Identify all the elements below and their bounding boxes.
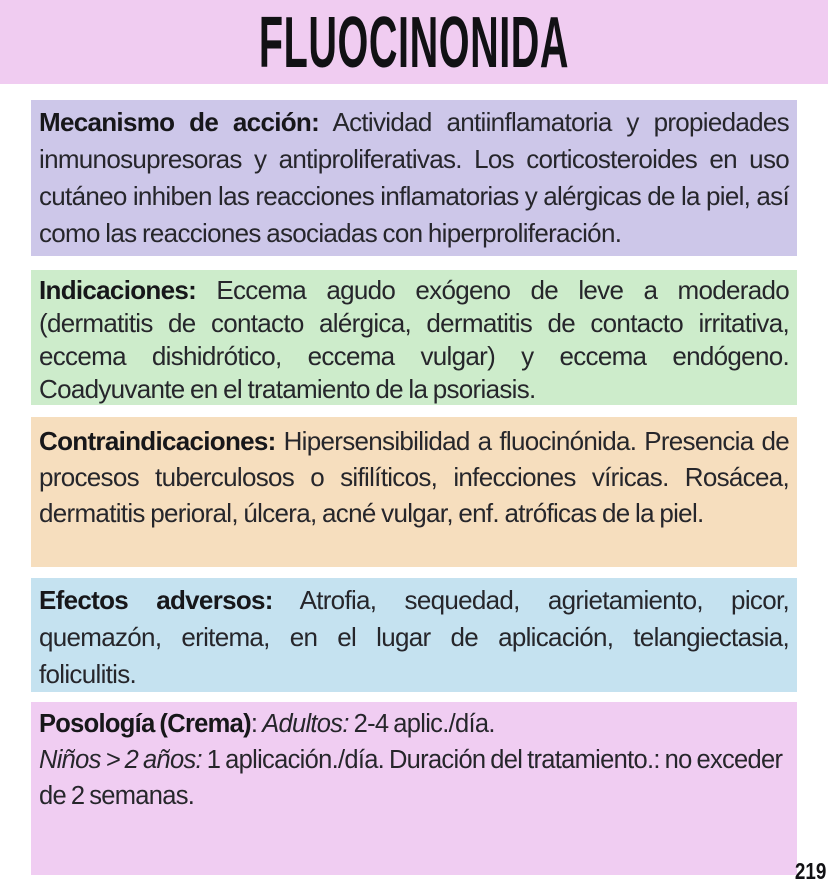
posologia-adults-label: Adultos: [262,710,349,738]
section-efectos-adversos-text: Atrofia, sequedad, agrietamiento, picor, quemazón, eritema, en el lugar de aplicación, telangiectasia, foliculitis. [39,585,790,689]
section-indicaciones-paragraph [39,274,789,406]
section-efectos-adversos-label: Efectos adversos: [39,585,273,615]
section-contraindicaciones-paragraph [39,421,789,531]
page-title: FLUOCINONIDA [258,3,570,83]
section-mecanismo-paragraph [39,104,789,252]
title-banner [0,0,828,84]
page-number: 219 [794,858,826,884]
posologia-children-label: Niños > 2 años: [39,746,202,774]
section-posologia-paragraph [39,706,789,814]
section-indicaciones [31,270,797,405]
posologia-children-text: 1 aplicación./día. Duración del tratamiento.: no exceder de 2 semanas. [39,746,783,810]
section-posologia-label: Posología (Crema) [39,710,251,738]
section-posologia [31,702,797,875]
section-indicaciones-label: Indicaciones: [39,275,197,305]
section-contraindicaciones-label: Contraindicaciones: [39,426,276,456]
section-mecanismo-text: Actividad antiinflamatoria y propiedades inmunosupresoras y antiproliferativas. Los corticosteroides en uso cutáneo inhiben las reacciones inflamatorias y alérgicas de la piel, así como las reacciones asociadas con hiperproliferación. [39,107,789,248]
section-efectos-adversos [31,578,797,692]
section-posologia-separator: : [250,710,263,738]
section-mecanismo-label: Mecanismo de acción: [39,107,320,137]
section-contraindicaciones-text: Hipersensibilidad a fluocinónida. Presencia de procesos tuberculosos o sifilíticos, infecciones víricas. Rosácea, dermatitis perioral, úlcera, acné vulgar, enf. atróficas de la piel. [39,426,789,528]
posologia-adults-text: 2-4 aplic./día. [353,710,495,738]
section-indicaciones-text: Eccema agudo exógeno de leve a moderado (dermatitis de contacto alérgica, dermatitis de contacto irritativa, eccema dishidrótico, eccema vulgar) y eccema endógeno. Coadyuvante en el tratamiento de la psoriasis. [39,275,789,404]
sections-container [0,84,828,875]
section-efectos-adversos-paragraph [39,582,789,693]
section-contraindicaciones [31,417,797,567]
section-mecanismo-de-accion [31,100,797,256]
